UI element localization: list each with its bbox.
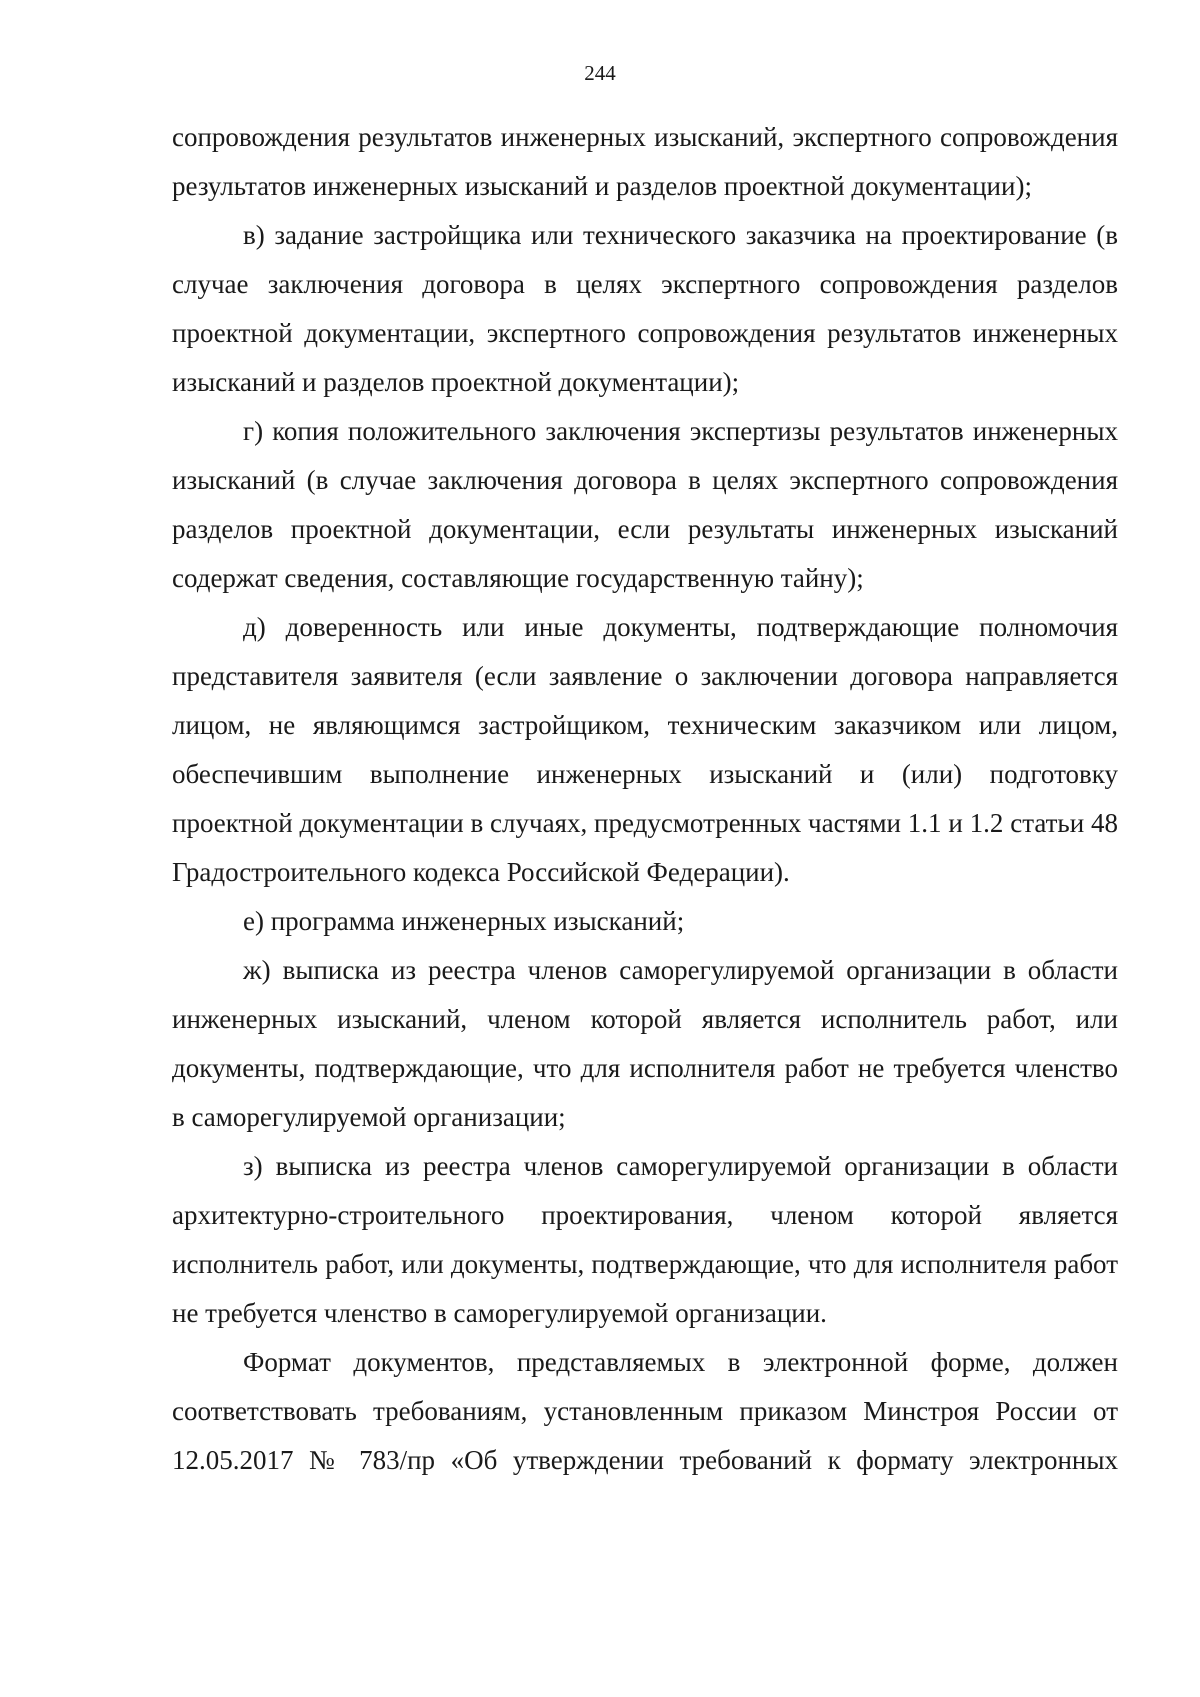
document-body <box>172 113 1118 1485</box>
paragraph-item-v: в) задание застройщика или технического заказчика на проектирование (в случае заключения договора в целях экспертного сопровождения разделов проектной документации, экспертного сопровождения результатов инженерных изысканий и разделов проектной документации); <box>172 220 1118 397</box>
paragraph-item-d: д) доверенность или иные документы, подтверждающие полномочия представителя заявителя (если заявление о заключении договора направляется лицом, не являющимся застройщиком, техническим заказчиком или лицом, обеспечившим выполнение инженерных изысканий и (или) подготовку проектной документации в случаях, предусмотренных частями 1.1 и 1.2 статьи 48 Градостроительного кодекса Российской Федерации). <box>172 612 1118 887</box>
paragraph-document-format: Формат документов, представляемых в электронной форме, должен соответствовать требованиям, установленным приказом Минстроя России от 12.05.2017 № 783/пр «Об утверждении требований к формату электронных <box>172 1347 1118 1475</box>
page-number: 244 <box>584 61 616 85</box>
paragraph-item-g: г) копия положительного заключения экспертизы результатов инженерных изысканий (в случае заключения договора в целях экспертного сопровождения разделов проектной документации, если результаты инженерных изысканий содержат сведения, составляющие государственную тайну); <box>172 416 1118 593</box>
paragraph-item-e: е) программа инженерных изысканий; <box>243 906 685 936</box>
paragraph-continuation: сопровождения результатов инженерных изысканий, экспертного сопровождения результатов инженерных изысканий и разделов проектной документации); <box>172 122 1118 201</box>
paragraph-item-zh: ж) выписка из реестра членов саморегулируемой организации в области инженерных изысканий, членом которой является исполнитель работ, или документы, подтверждающие, что для исполнителя работ не требуется членство в саморегулируемой организации; <box>172 955 1118 1132</box>
paragraph-item-z: з) выписка из реестра членов саморегулируемой организации в области архитектурно-строительного проектирования, членом которой является исполнитель работ, или документы, подтверждающие, что для исполнителя работ не требуется членство в саморегулируемой организации. <box>172 1151 1118 1328</box>
